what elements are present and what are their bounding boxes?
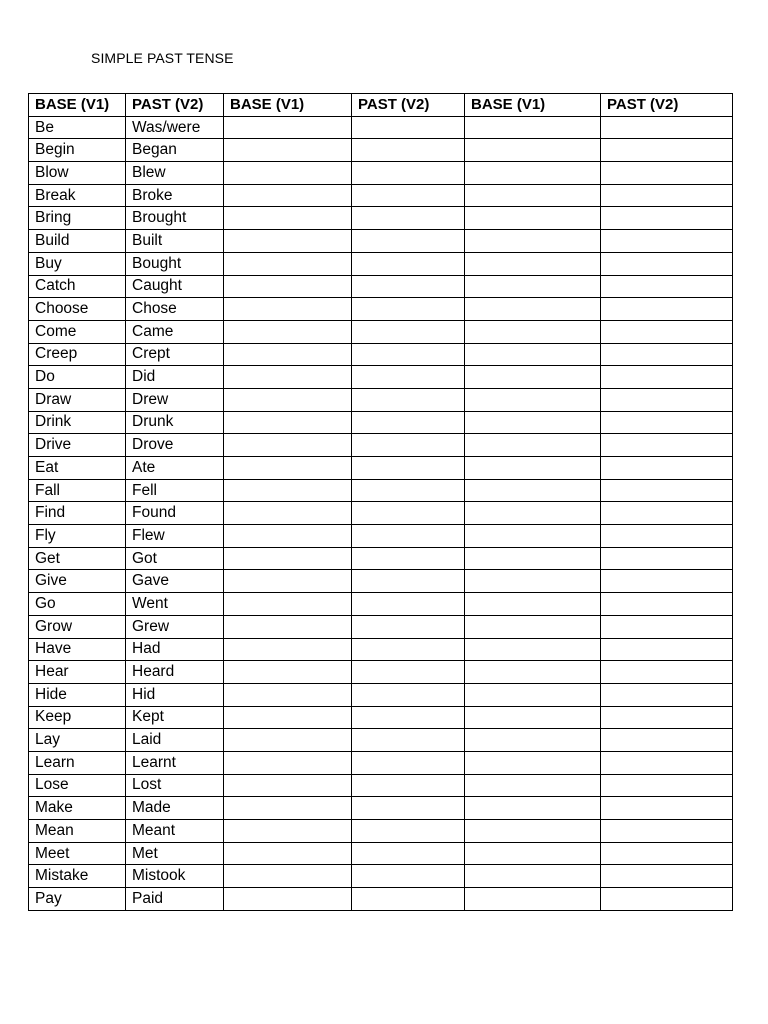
empty-cell xyxy=(465,366,601,389)
empty-cell xyxy=(224,411,352,434)
table-row xyxy=(29,502,733,525)
empty-cell xyxy=(224,706,352,729)
empty-cell xyxy=(224,615,352,638)
empty-cell xyxy=(465,774,601,797)
header-base-v1: BASE (V1) xyxy=(224,94,352,117)
empty-cell xyxy=(465,820,601,843)
empty-cell xyxy=(352,525,465,548)
empty-cell xyxy=(352,366,465,389)
empty-cell xyxy=(224,116,352,139)
base-verb-cell: Hear xyxy=(29,661,126,684)
table-row xyxy=(29,706,733,729)
table-row xyxy=(29,774,733,797)
past-verb-cell: Fell xyxy=(126,479,224,502)
empty-cell xyxy=(224,139,352,162)
table-row xyxy=(29,683,733,706)
base-verb-cell: Drink xyxy=(29,411,126,434)
empty-cell xyxy=(352,865,465,888)
past-verb-cell: Hid xyxy=(126,683,224,706)
base-verb-cell: Go xyxy=(29,593,126,616)
past-verb-cell: Did xyxy=(126,366,224,389)
empty-cell xyxy=(465,593,601,616)
table-row xyxy=(29,457,733,480)
table-row xyxy=(29,139,733,162)
base-verb-cell: Build xyxy=(29,230,126,253)
base-verb-cell: Get xyxy=(29,547,126,570)
base-verb-cell: Draw xyxy=(29,388,126,411)
empty-cell xyxy=(352,162,465,185)
empty-cell xyxy=(465,751,601,774)
empty-cell xyxy=(224,729,352,752)
empty-cell xyxy=(601,434,733,457)
past-verb-cell: Went xyxy=(126,593,224,616)
empty-cell xyxy=(465,457,601,480)
table-row xyxy=(29,797,733,820)
empty-cell xyxy=(352,275,465,298)
empty-cell xyxy=(224,888,352,911)
past-verb-cell: Mistook xyxy=(126,865,224,888)
past-verb-cell: Lost xyxy=(126,774,224,797)
table-row xyxy=(29,184,733,207)
empty-cell xyxy=(224,842,352,865)
empty-cell xyxy=(352,774,465,797)
empty-cell xyxy=(352,593,465,616)
base-verb-cell: Make xyxy=(29,797,126,820)
empty-cell xyxy=(601,139,733,162)
empty-cell xyxy=(224,388,352,411)
empty-cell xyxy=(601,207,733,230)
empty-cell xyxy=(601,502,733,525)
empty-cell xyxy=(224,593,352,616)
empty-cell xyxy=(601,842,733,865)
empty-cell xyxy=(224,275,352,298)
table-row xyxy=(29,638,733,661)
past-verb-cell: Flew xyxy=(126,525,224,548)
empty-cell xyxy=(352,706,465,729)
empty-cell xyxy=(465,638,601,661)
table-row xyxy=(29,570,733,593)
empty-cell xyxy=(601,411,733,434)
empty-cell xyxy=(224,661,352,684)
base-verb-cell: Bring xyxy=(29,207,126,230)
empty-cell xyxy=(465,479,601,502)
base-verb-cell: Meet xyxy=(29,842,126,865)
empty-cell xyxy=(224,434,352,457)
base-verb-cell: Hide xyxy=(29,683,126,706)
base-verb-cell: Be xyxy=(29,116,126,139)
table-row xyxy=(29,661,733,684)
table-row xyxy=(29,525,733,548)
empty-cell xyxy=(224,298,352,321)
empty-cell xyxy=(465,411,601,434)
header-past-v2: PAST (V2) xyxy=(352,94,465,117)
empty-cell xyxy=(224,230,352,253)
empty-cell xyxy=(601,751,733,774)
header-past-v2: PAST (V2) xyxy=(601,94,733,117)
empty-cell xyxy=(352,729,465,752)
empty-cell xyxy=(465,729,601,752)
empty-cell xyxy=(352,820,465,843)
past-verb-cell: Drew xyxy=(126,388,224,411)
empty-cell xyxy=(352,479,465,502)
table-row xyxy=(29,252,733,275)
base-verb-cell: Begin xyxy=(29,139,126,162)
base-verb-cell: Come xyxy=(29,320,126,343)
past-verb-cell: Got xyxy=(126,547,224,570)
empty-cell xyxy=(465,888,601,911)
empty-cell xyxy=(465,434,601,457)
past-verb-cell: Learnt xyxy=(126,751,224,774)
empty-cell xyxy=(352,661,465,684)
empty-cell xyxy=(601,457,733,480)
past-verb-cell: Drove xyxy=(126,434,224,457)
past-verb-cell: Kept xyxy=(126,706,224,729)
empty-cell xyxy=(601,683,733,706)
base-verb-cell: Lose xyxy=(29,774,126,797)
base-verb-cell: Choose xyxy=(29,298,126,321)
empty-cell xyxy=(601,593,733,616)
empty-cell xyxy=(224,751,352,774)
past-verb-cell: Drunk xyxy=(126,411,224,434)
empty-cell xyxy=(352,434,465,457)
base-verb-cell: Mean xyxy=(29,820,126,843)
empty-cell xyxy=(465,388,601,411)
base-verb-cell: Fall xyxy=(29,479,126,502)
past-verb-cell: Had xyxy=(126,638,224,661)
past-verb-cell: Came xyxy=(126,320,224,343)
past-verb-cell: Broke xyxy=(126,184,224,207)
empty-cell xyxy=(352,252,465,275)
base-verb-cell: Blow xyxy=(29,162,126,185)
table-row xyxy=(29,820,733,843)
empty-cell xyxy=(465,706,601,729)
empty-cell xyxy=(465,661,601,684)
empty-cell xyxy=(465,116,601,139)
table-row xyxy=(29,888,733,911)
empty-cell xyxy=(352,207,465,230)
empty-cell xyxy=(601,865,733,888)
table-row xyxy=(29,230,733,253)
empty-cell xyxy=(601,729,733,752)
empty-cell xyxy=(352,411,465,434)
past-verb-cell: Crept xyxy=(126,343,224,366)
base-verb-cell: Give xyxy=(29,570,126,593)
empty-cell xyxy=(601,525,733,548)
empty-cell xyxy=(224,683,352,706)
base-verb-cell: Fly xyxy=(29,525,126,548)
empty-cell xyxy=(224,320,352,343)
empty-cell xyxy=(465,139,601,162)
table-row xyxy=(29,434,733,457)
empty-cell xyxy=(352,343,465,366)
empty-cell xyxy=(601,547,733,570)
empty-cell xyxy=(601,570,733,593)
empty-cell xyxy=(601,479,733,502)
empty-cell xyxy=(601,820,733,843)
empty-cell xyxy=(601,366,733,389)
page-title: SIMPLE PAST TENSE xyxy=(91,50,234,66)
empty-cell xyxy=(465,230,601,253)
empty-cell xyxy=(352,570,465,593)
table-row xyxy=(29,366,733,389)
past-verb-cell: Bought xyxy=(126,252,224,275)
empty-cell xyxy=(601,388,733,411)
empty-cell xyxy=(352,888,465,911)
empty-cell xyxy=(352,683,465,706)
empty-cell xyxy=(601,706,733,729)
table-row xyxy=(29,593,733,616)
empty-cell xyxy=(352,184,465,207)
empty-cell xyxy=(224,865,352,888)
empty-cell xyxy=(601,888,733,911)
empty-cell xyxy=(224,525,352,548)
empty-cell xyxy=(352,638,465,661)
empty-cell xyxy=(352,298,465,321)
base-verb-cell: Grow xyxy=(29,615,126,638)
table-row xyxy=(29,343,733,366)
table-row xyxy=(29,615,733,638)
past-verb-cell: Meant xyxy=(126,820,224,843)
empty-cell xyxy=(352,230,465,253)
empty-cell xyxy=(601,343,733,366)
past-verb-cell: Built xyxy=(126,230,224,253)
table-row xyxy=(29,842,733,865)
base-verb-cell: Break xyxy=(29,184,126,207)
empty-cell xyxy=(224,457,352,480)
past-verb-cell: Heard xyxy=(126,661,224,684)
table-row xyxy=(29,388,733,411)
empty-cell xyxy=(465,547,601,570)
past-verb-cell: Gave xyxy=(126,570,224,593)
empty-cell xyxy=(465,842,601,865)
empty-cell xyxy=(352,547,465,570)
base-verb-cell: Catch xyxy=(29,275,126,298)
empty-cell xyxy=(224,820,352,843)
empty-cell xyxy=(224,638,352,661)
table-row xyxy=(29,411,733,434)
empty-cell xyxy=(601,774,733,797)
table-row xyxy=(29,479,733,502)
empty-cell xyxy=(224,184,352,207)
empty-cell xyxy=(465,275,601,298)
header-base-v1: BASE (V1) xyxy=(29,94,126,117)
base-verb-cell: Do xyxy=(29,366,126,389)
empty-cell xyxy=(352,116,465,139)
past-verb-cell: Paid xyxy=(126,888,224,911)
empty-cell xyxy=(465,525,601,548)
empty-cell xyxy=(224,162,352,185)
table-row xyxy=(29,751,733,774)
base-verb-cell: Creep xyxy=(29,343,126,366)
empty-cell xyxy=(465,615,601,638)
empty-cell xyxy=(465,298,601,321)
table-body xyxy=(29,116,733,910)
empty-cell xyxy=(601,797,733,820)
past-verb-cell: Found xyxy=(126,502,224,525)
empty-cell xyxy=(352,615,465,638)
empty-cell xyxy=(224,366,352,389)
past-verb-cell: Blew xyxy=(126,162,224,185)
empty-cell xyxy=(465,343,601,366)
empty-cell xyxy=(352,502,465,525)
empty-cell xyxy=(352,797,465,820)
empty-cell xyxy=(224,547,352,570)
table-header-row xyxy=(29,94,733,117)
empty-cell xyxy=(601,252,733,275)
base-verb-cell: Find xyxy=(29,502,126,525)
table-row xyxy=(29,298,733,321)
empty-cell xyxy=(352,457,465,480)
table-row xyxy=(29,162,733,185)
past-verb-cell: Grew xyxy=(126,615,224,638)
past-verb-cell: Made xyxy=(126,797,224,820)
past-verb-cell: Began xyxy=(126,139,224,162)
past-verb-cell: Caught xyxy=(126,275,224,298)
past-verb-cell: Ate xyxy=(126,457,224,480)
base-verb-cell: Drive xyxy=(29,434,126,457)
base-verb-cell: Have xyxy=(29,638,126,661)
empty-cell xyxy=(601,661,733,684)
table-row xyxy=(29,207,733,230)
base-verb-cell: Buy xyxy=(29,252,126,275)
empty-cell xyxy=(601,320,733,343)
empty-cell xyxy=(465,502,601,525)
table-row xyxy=(29,320,733,343)
empty-cell xyxy=(224,252,352,275)
empty-cell xyxy=(601,162,733,185)
empty-cell xyxy=(465,865,601,888)
table-row xyxy=(29,547,733,570)
empty-cell xyxy=(465,207,601,230)
empty-cell xyxy=(465,683,601,706)
table-row xyxy=(29,116,733,139)
base-verb-cell: Eat xyxy=(29,457,126,480)
empty-cell xyxy=(224,774,352,797)
empty-cell xyxy=(601,615,733,638)
empty-cell xyxy=(465,570,601,593)
empty-cell xyxy=(465,320,601,343)
empty-cell xyxy=(352,320,465,343)
past-verb-cell: Was/were xyxy=(126,116,224,139)
base-verb-cell: Lay xyxy=(29,729,126,752)
base-verb-cell: Learn xyxy=(29,751,126,774)
header-base-v1: BASE (V1) xyxy=(465,94,601,117)
empty-cell xyxy=(352,842,465,865)
empty-cell xyxy=(224,343,352,366)
header-past-v2: PAST (V2) xyxy=(126,94,224,117)
empty-cell xyxy=(601,298,733,321)
base-verb-cell: Mistake xyxy=(29,865,126,888)
empty-cell xyxy=(352,139,465,162)
empty-cell xyxy=(465,252,601,275)
empty-cell xyxy=(352,751,465,774)
past-verb-cell: Met xyxy=(126,842,224,865)
empty-cell xyxy=(224,207,352,230)
table-row xyxy=(29,729,733,752)
past-verb-cell: Brought xyxy=(126,207,224,230)
table-row xyxy=(29,865,733,888)
base-verb-cell: Pay xyxy=(29,888,126,911)
empty-cell xyxy=(465,184,601,207)
verb-table xyxy=(28,93,733,911)
empty-cell xyxy=(601,638,733,661)
empty-cell xyxy=(601,184,733,207)
empty-cell xyxy=(224,570,352,593)
empty-cell xyxy=(465,162,601,185)
empty-cell xyxy=(465,797,601,820)
past-verb-cell: Chose xyxy=(126,298,224,321)
past-verb-cell: Laid xyxy=(126,729,224,752)
empty-cell xyxy=(601,275,733,298)
empty-cell xyxy=(601,230,733,253)
empty-cell xyxy=(352,388,465,411)
empty-cell xyxy=(224,502,352,525)
empty-cell xyxy=(224,479,352,502)
table-row xyxy=(29,275,733,298)
base-verb-cell: Keep xyxy=(29,706,126,729)
empty-cell xyxy=(224,797,352,820)
empty-cell xyxy=(601,116,733,139)
